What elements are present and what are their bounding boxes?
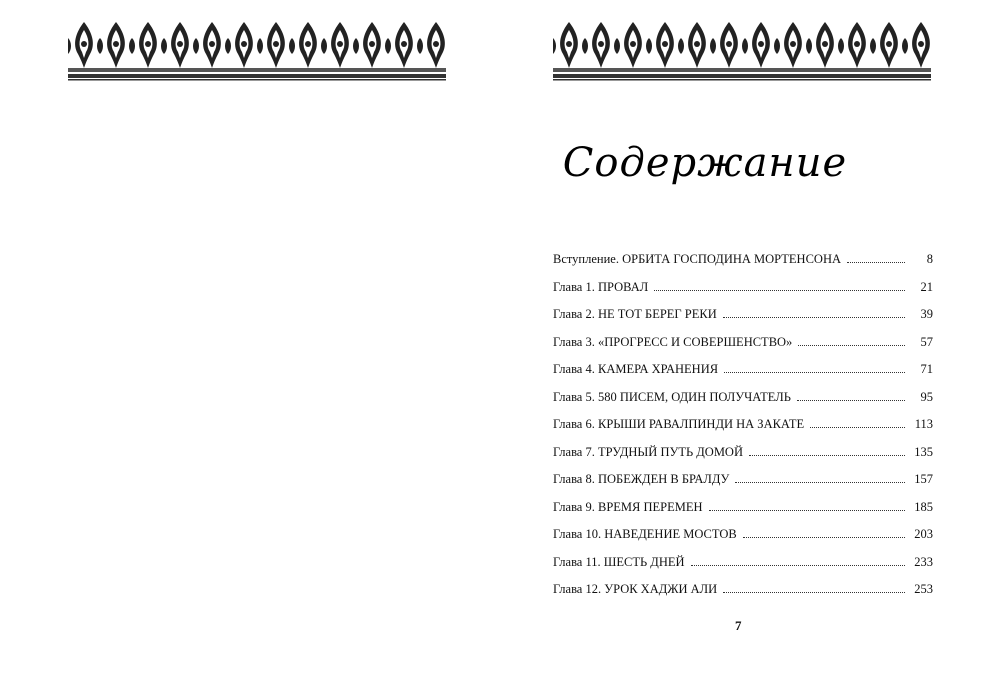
page-number: 7	[735, 618, 742, 633]
toc-entry[interactable]	[553, 307, 933, 335]
toc-entry-page: 157	[914, 472, 933, 486]
toc-entry-page: 185	[914, 499, 933, 514]
toc-entry-label: Глава 10. НАВЕДЕНИЕ МОСТОВ	[553, 527, 737, 541]
toc-entry-label: Глава 6. КРЫШИ РАВАЛПИНДИ НА ЗАКАТЕ	[553, 417, 805, 431]
dot-leader	[723, 592, 905, 593]
toc-entry-page: 95	[920, 389, 933, 404]
toc-entry-page: 21	[920, 279, 933, 294]
toc-entry[interactable]	[553, 445, 933, 473]
dot-leader	[798, 345, 905, 346]
toc-entry-label: Глава 12. УРОК ХАДЖИ АЛИ	[553, 582, 718, 596]
toc-entry[interactable]	[553, 417, 933, 445]
toc-entry-label: Глава 9. ВРЕМЯ ПЕРЕМЕН	[553, 499, 703, 514]
toc-entry-label: Глава 5. 580 ПИСЕМ, ОДИН ПОЛУЧАТЕЛЬ	[553, 389, 791, 404]
toc-title: Содержание	[562, 140, 848, 186]
toc-entry[interactable]	[553, 390, 933, 418]
toc-entry[interactable]	[553, 582, 933, 610]
toc-entry[interactable]	[553, 527, 933, 555]
dot-leader	[723, 317, 905, 318]
toc-entry-page: 233	[914, 554, 933, 569]
dot-leader	[810, 427, 905, 428]
toc-entry-label: Глава 2. НЕ ТОТ БЕРЕГ РЕКИ	[553, 307, 717, 321]
toc-entry[interactable]	[553, 335, 933, 363]
toc-entry-label: Глава 11. ШЕСТЬ ДНЕЙ	[553, 554, 685, 569]
dot-leader	[654, 290, 905, 291]
toc-entry-page: 135	[914, 444, 933, 459]
toc-entry[interactable]	[553, 362, 933, 390]
toc-entry-label: Глава 3. «ПРОГРЕСС И СОВЕРШЕНСТВО»	[553, 334, 793, 349]
toc-entry-page: 113	[914, 417, 933, 431]
toc-entry[interactable]	[553, 252, 933, 280]
ornamental-border-left-icon	[68, 18, 446, 82]
dot-leader	[724, 372, 905, 373]
toc-entry-page: 39	[920, 307, 933, 321]
toc-entry-page: 8	[926, 252, 933, 266]
dot-leader	[735, 482, 905, 483]
toc-list	[553, 252, 933, 610]
toc-entry-label: Глава 1. ПРОВАЛ	[553, 279, 649, 294]
dot-leader	[743, 537, 905, 538]
toc-entry-page: 71	[920, 362, 933, 376]
dot-leader	[691, 565, 905, 566]
toc-entry-label: Вступление. ОРБИТА ГОСПОДИНА МОРТЕНСОНА	[553, 252, 841, 266]
dot-leader	[709, 510, 905, 511]
toc-entry-page: 253	[914, 582, 933, 596]
ornamental-border-right-icon	[553, 18, 931, 82]
toc-entry-page: 203	[914, 527, 933, 541]
toc-entry-page: 57	[920, 334, 933, 349]
dot-leader	[847, 262, 905, 263]
toc-entry-label: Глава 7. ТРУДНЫЙ ПУТЬ ДОМОЙ	[553, 444, 743, 459]
toc-entry[interactable]	[553, 555, 933, 583]
toc-entry-label: Глава 8. ПОБЕЖДЕН В БРАЛДУ	[553, 472, 730, 486]
toc-entry[interactable]	[553, 472, 933, 500]
toc-entry[interactable]	[553, 500, 933, 528]
toc-entry-label: Глава 4. КАМЕРА ХРАНЕНИЯ	[553, 362, 719, 376]
toc-entry[interactable]	[553, 280, 933, 308]
dot-leader	[797, 400, 905, 401]
dot-leader	[749, 455, 905, 456]
